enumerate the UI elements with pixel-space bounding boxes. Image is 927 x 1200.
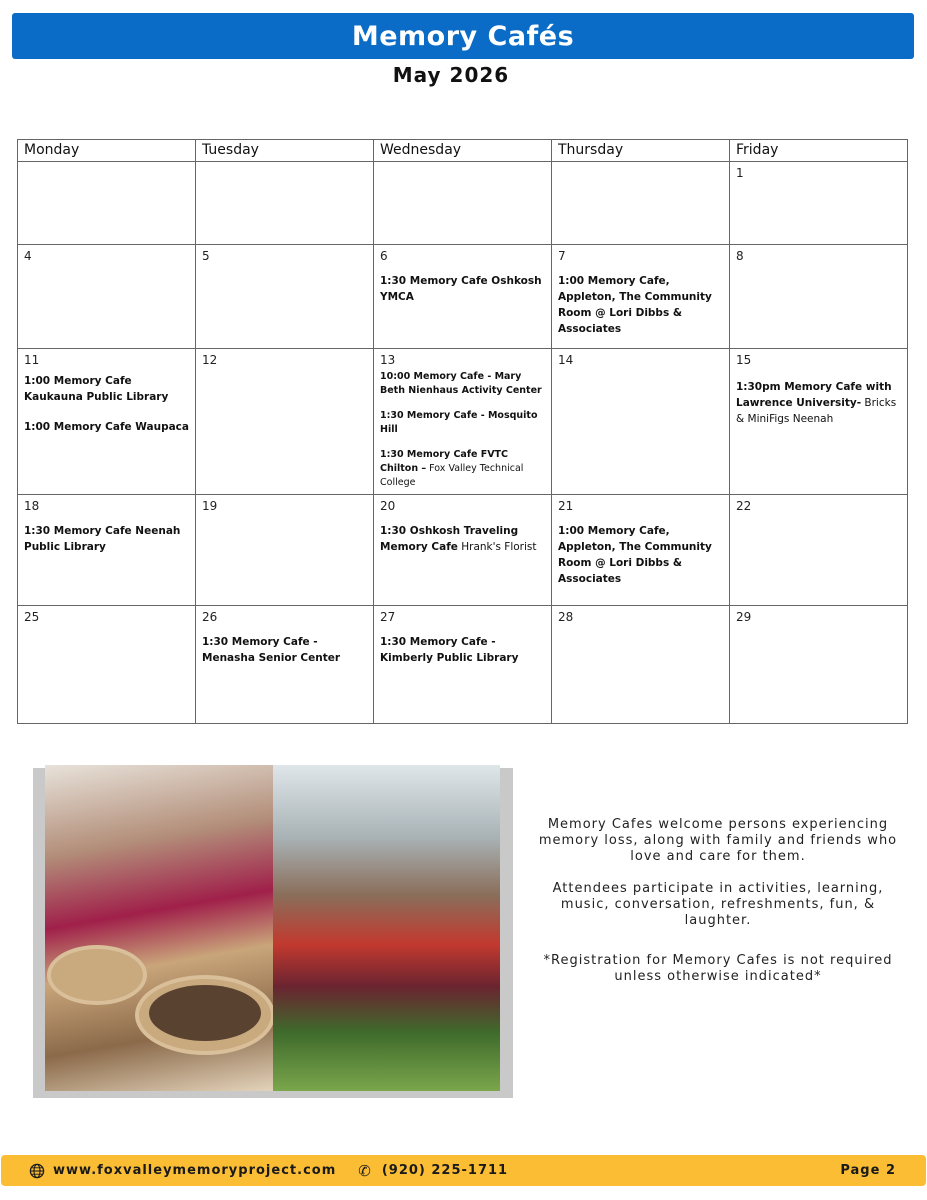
event-title: 1:30 Memory Cafe Oshkosh YMCA [380, 275, 542, 303]
calendar-event [558, 273, 723, 337]
calendar-event [24, 373, 189, 405]
calendar-cell [18, 349, 196, 495]
day-number: 7 [558, 249, 566, 263]
calendar-cell [552, 245, 730, 349]
day-header-friday: Friday [730, 140, 908, 162]
calendar-cell [18, 606, 196, 724]
calendar-cell [552, 349, 730, 495]
day-number: 18 [24, 499, 40, 513]
calendar-cell [18, 162, 196, 245]
globe-icon [29, 1163, 45, 1179]
event-title: 1:00 Memory Cafe, Appleton, The Community Room @ Lori Dibbs & Associates [558, 525, 712, 585]
calendar-event [202, 634, 367, 666]
day-number: 22 [736, 499, 752, 513]
page-number: Page 2 [840, 1163, 896, 1178]
calendar-cell [374, 162, 552, 245]
day-header-monday: Monday [18, 140, 196, 162]
calendar-cell [552, 606, 730, 724]
calendar-cell [730, 162, 908, 245]
soil-shape [149, 985, 261, 1041]
event-title: 1:30pm Memory Cafe with Lawrence University- [736, 381, 892, 409]
day-number: 27 [380, 610, 396, 624]
photo-potting-flowers [45, 765, 273, 1091]
day-number: 25 [24, 610, 40, 624]
page-title: Memory Cafés [351, 20, 575, 52]
photo-greenhouse [273, 765, 500, 1091]
event-location: Fox Valley Technical College [380, 463, 524, 488]
calendar-cell [374, 606, 552, 724]
day-number: 21 [558, 499, 574, 513]
event-title: 1:30 Memory Cafe FVTC Chilton – [380, 449, 509, 474]
calendar-week-row [18, 162, 908, 245]
calendar-week-row [18, 606, 908, 724]
event-title: 1:00 Memory Cafe Kaukauna Public Library [24, 375, 169, 403]
day-number: 6 [380, 249, 388, 263]
calendar-cell [374, 349, 552, 495]
calendar-week-row [18, 245, 908, 349]
calendar-cell [374, 245, 552, 349]
day-header-tuesday: Tuesday [196, 140, 374, 162]
month-heading: May 2026 [392, 63, 510, 87]
day-number: 4 [24, 249, 32, 263]
day-number: 29 [736, 610, 752, 624]
calendar-cell [18, 245, 196, 349]
calendar-cell [374, 495, 552, 606]
calendar-event [380, 409, 545, 437]
calendar-cell [196, 606, 374, 724]
calendar-cell [196, 245, 374, 349]
day-number: 15 [736, 353, 752, 367]
registration-note: *Registration for Memory Cafes is not required unless otherwise indicated* [543, 953, 893, 984]
event-title: 1:30 Memory Cafe Neenah Public Library [24, 525, 181, 553]
day-number: 12 [202, 353, 218, 367]
calendar-event [736, 379, 901, 427]
day-number: 20 [380, 499, 396, 513]
flower-pot-shape [47, 945, 147, 1005]
day-number: 28 [558, 610, 574, 624]
day-number: 1 [736, 166, 744, 180]
calendar-cell [196, 495, 374, 606]
description-paragraph: Attendees participate in activities, learning, music, conversation, refreshments, fun, & laughter. [552, 881, 884, 928]
calendar-cell [196, 349, 374, 495]
calendar-event [24, 419, 189, 435]
footer-bar [1, 1155, 926, 1186]
event-title: 10:00 Memory Cafe - Mary Beth Nienhaus Activity Center [380, 371, 542, 396]
day-number: 11 [24, 353, 40, 367]
day-number: 14 [558, 353, 574, 367]
event-title: 1:00 Memory Cafe, Appleton, The Community Room @ Lori Dibbs & Associates [558, 275, 712, 335]
calendar-cell [552, 162, 730, 245]
event-title: 1:30 Oshkosh Traveling Memory Cafe [380, 525, 519, 553]
calendar-event [380, 634, 545, 666]
calendar-week-row [18, 495, 908, 606]
calendar-event [380, 523, 545, 555]
calendar-event [380, 448, 545, 490]
event-title: 1:30 Memory Cafe - Kimberly Public Library [380, 636, 519, 664]
day-header-thursday: Thursday [552, 140, 730, 162]
phone-icon: ✆ [358, 1161, 372, 1180]
day-number: 5 [202, 249, 210, 263]
calendar-event [558, 523, 723, 587]
calendar-event [24, 523, 189, 555]
calendar-event [380, 273, 545, 305]
calendar-cell [730, 349, 908, 495]
event-title: 1:00 Memory Cafe Waupaca [24, 421, 189, 433]
event-title: 1:30 Memory Cafe - Mosquito Hill [380, 410, 538, 435]
description-paragraph: Memory Cafes welcome persons experiencing memory loss, along with family and friends who love and care for them. [538, 817, 898, 864]
website-link[interactable]: www.foxvalleymemoryproject.com [53, 1163, 337, 1178]
calendar-header-row [18, 140, 908, 162]
calendar-cell [552, 495, 730, 606]
calendar-event [380, 370, 545, 398]
day-header-wednesday: Wednesday [374, 140, 552, 162]
event-title: 1:30 Memory Cafe - Menasha Senior Center [202, 636, 341, 664]
day-number: 19 [202, 499, 218, 513]
memory-cafe-description [528, 817, 908, 1001]
phone-number[interactable]: (920) 225-1711 [381, 1163, 509, 1178]
calendar-cell [18, 495, 196, 606]
calendar-cell [730, 245, 908, 349]
calendar-table [17, 139, 908, 724]
page-title-banner [12, 13, 914, 59]
calendar-cell [196, 162, 374, 245]
day-number: 26 [202, 610, 218, 624]
calendar-week-row [18, 349, 908, 495]
event-location: Hrank's Florist [457, 541, 537, 553]
day-number: 13 [380, 353, 396, 367]
event-location: Bricks & MiniFigs Neenah [736, 397, 897, 425]
calendar-cell [730, 606, 908, 724]
calendar-cell [730, 495, 908, 606]
day-number: 8 [736, 249, 744, 263]
